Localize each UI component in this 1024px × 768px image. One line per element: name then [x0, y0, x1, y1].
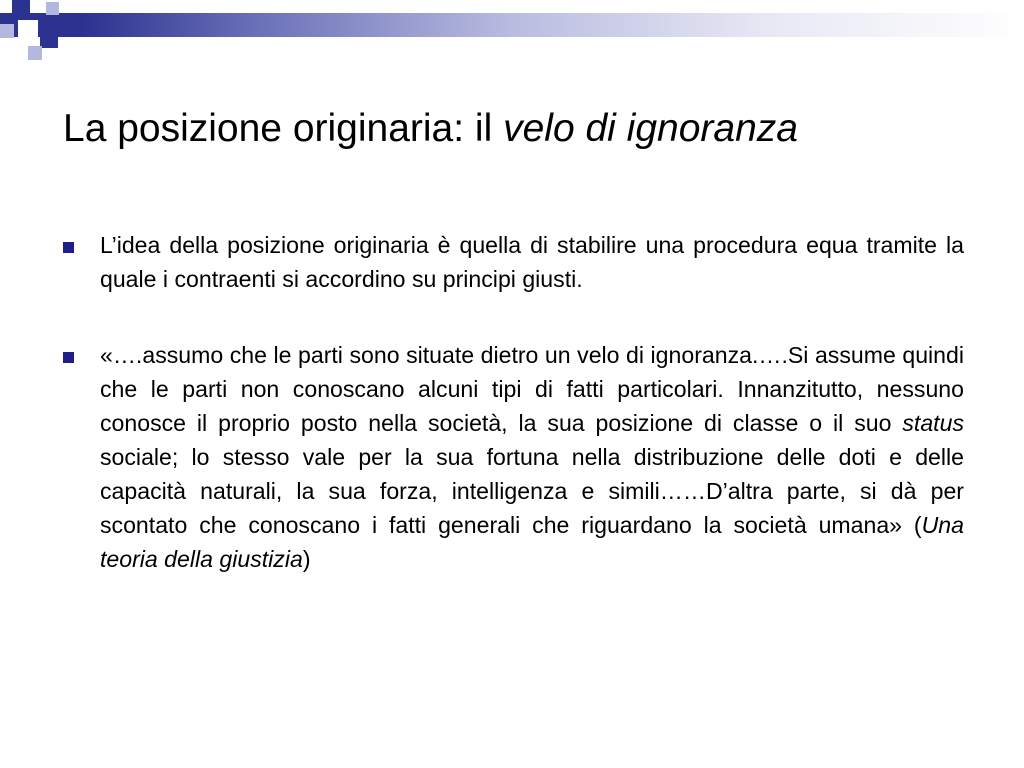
slide-title-italic: velo di ignoranza — [503, 107, 798, 150]
bullet-item — [62, 338, 964, 576]
quote-text-part: sociale; lo stesso vale per la sua fortuna nella distribuzione delle doti e delle capacità naturali, la sua forza, intelligenza e simili……D’altra parte, si dà per scontato che conoscano i fatti generali che riguardano la società umana» ( — [100, 444, 964, 538]
decorative-square — [0, 24, 14, 38]
slide-title-plain: La posizione originaria: il — [63, 107, 504, 150]
slide-body — [62, 228, 964, 618]
decorative-square — [40, 30, 58, 48]
quote-italic-status: status — [902, 410, 964, 436]
decorative-square — [28, 46, 42, 60]
square-bullet-icon — [63, 352, 74, 363]
quote-text-part: «….assumo che le parti sono situate dietro un velo di ignoranza.….Si assume quindi che le parti non conoscano alcuni tipi di fatti particolari. Innanzitutto, nessuno conosce il proprio posto nella società, la sua posizione di classe o il suo — [100, 342, 964, 436]
quote-text-part: ) — [302, 546, 311, 572]
citation-book-title: Una teoria della giustizia — [100, 512, 964, 572]
decorative-square — [46, 2, 59, 15]
header-gradient-bar — [0, 13, 1024, 37]
bullet-text — [100, 342, 964, 572]
decorative-square — [18, 20, 38, 40]
slide-title — [63, 104, 798, 154]
bullet-item — [62, 228, 964, 296]
decorative-square — [12, 0, 30, 18]
bullet-text: L’idea della posizione originaria è quella di stabilire una procedura equa tramite la quale i contraenti si accordino su principi giusti. — [100, 232, 964, 292]
square-bullet-icon — [63, 242, 74, 253]
